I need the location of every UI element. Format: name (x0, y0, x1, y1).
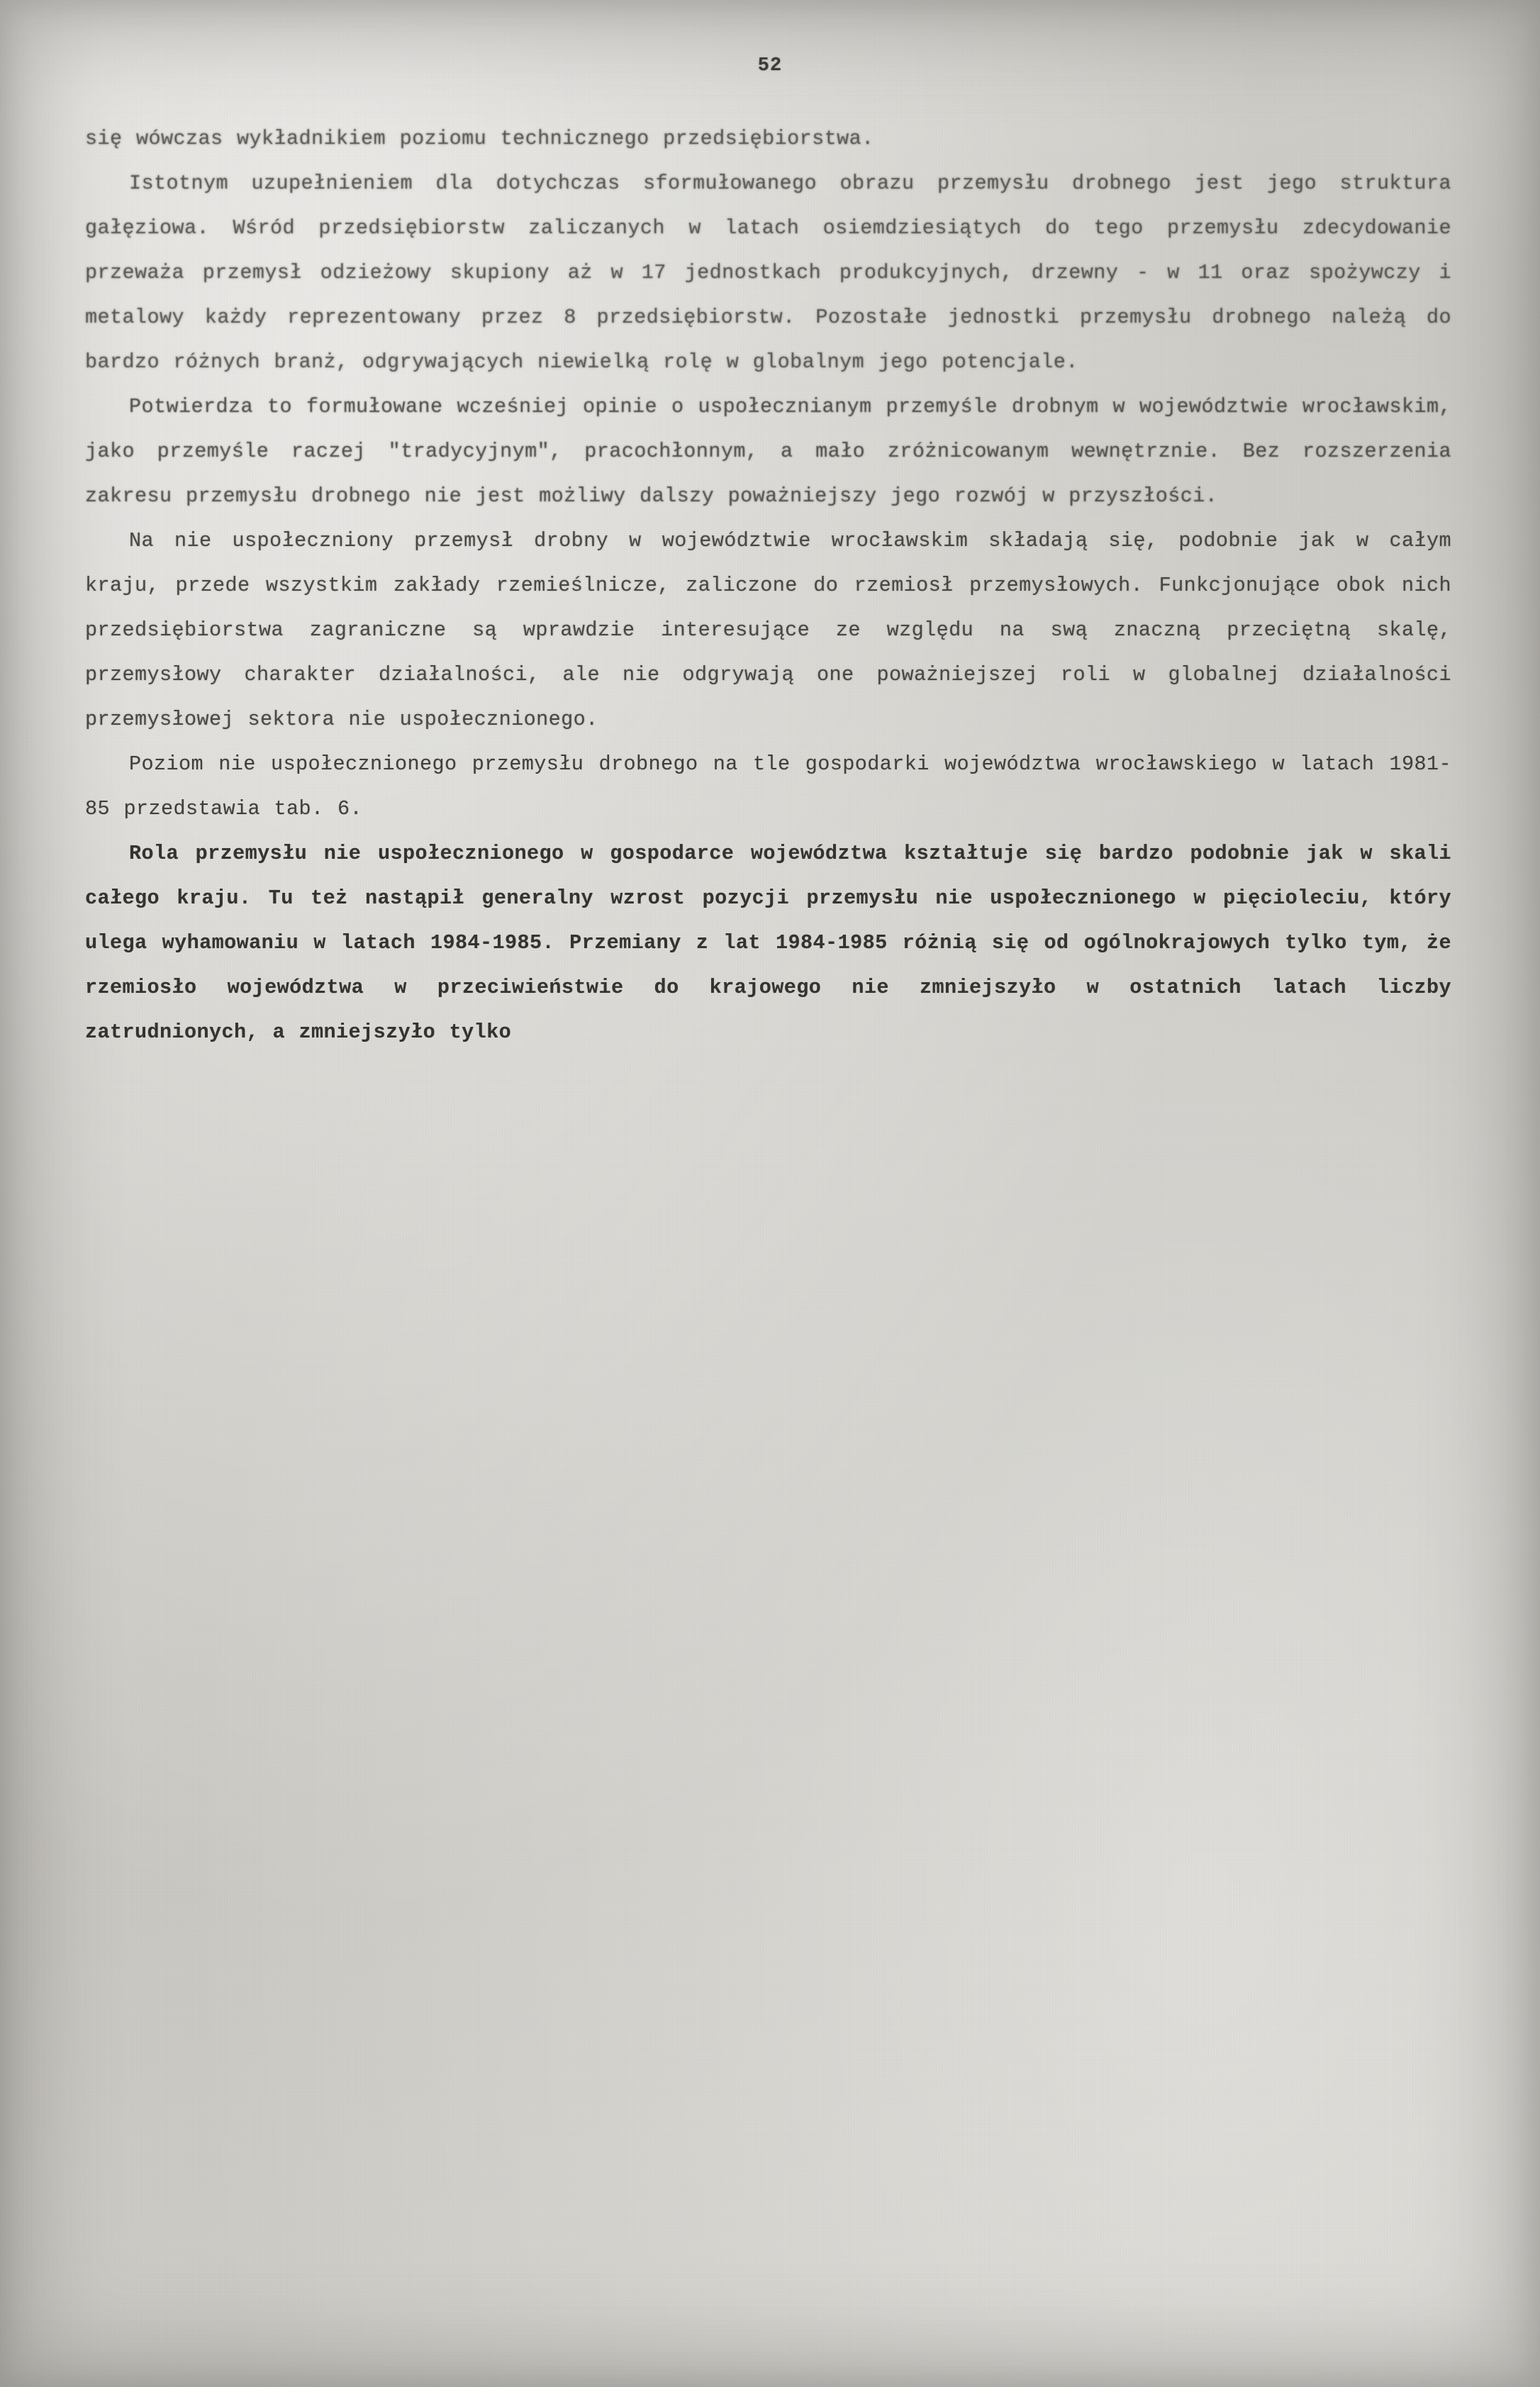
page-number: 52 (757, 55, 783, 77)
paragraph-1: się wówczas wykładnikiem poziomu technicznego przedsiębiorstwa. (85, 127, 874, 150)
body-text-column (85, 116, 1451, 1055)
paragraph-4: Na nie uspołeczniony przemysł drobny w województwie wrocławskim składają się, podobnie jak w całym kraju, przede wszystkim zakłady rzemieślnicze, zaliczone do rzemiosł przemysłowych. Funkcjonujące obok nich przedsiębiorstwa zagraniczne są wprawdzie interesujące ze względu na swą znaczną przeciętną skalę, przemysłowy charakter działalności, ale nie odgrywają one poważniejszej roli w globalnej działalności przemysłowej sektora nie uspołecznionego. (85, 529, 1451, 731)
paragraph-2: Istotnym uzupełnieniem dla dotychczas sformułowanego obrazu przemysłu drobnego jest jego struktura gałęziowa. Wśród przedsiębiorstw zaliczanych w latach osiemdziesiątych do tego przemysłu zdecydowanie przeważa przemysł odzieżowy skupiony aż w 17 jednostkach produkcyjnych, drzewny - w 11 oraz spożywczy i metalowy każdy reprezentowany przez 8 przedsiębiorstw. Pozostałe jednostki przemysłu drobnego należą do bardzo różnych branż, odgrywających niewielką rolę w globalnym jego potencjale. (85, 172, 1451, 374)
paragraph-5: Poziom nie uspołecznionego przemysłu drobnego na tle gospodarki województwa wrocławskiego w latach 1981-85 przedstawia tab. 6. (85, 752, 1451, 820)
paragraph-3: Potwierdza to formułowane wcześniej opinie o uspołecznianym przemyśle drobnym w województwie wrocławskim, jako przemyśle raczej "tradycyjnym", pracochłonnym, a mało zróżnicowanym wewnętrznie. Bez rozszerzenia zakresu przemysłu drobnego nie jest możliwy dalszy poważniejszy jego rozwój w przyszłości. (85, 395, 1451, 508)
page-content (0, 55, 1540, 1055)
paragraph-6: Rola przemysłu nie uspołecznionego w gospodarce województwa kształtuje się bardzo podobnie jak w skali całego kraju. Tu też nastąpił generalny wzrost pozycji przemysłu nie uspołecznionego w pięcioleciu, który ulega wyhamowaniu w latach 1984-1985. Przemiany z lat 1984-1985 różnią się od ogólnokrajowych tylko tym, że rzemiosło województwa w przeciwieństwie do krajowego nie zmniejszyło w ostatnich latach liczby zatrudnionych, a zmniejszyło tylko (85, 842, 1451, 1044)
